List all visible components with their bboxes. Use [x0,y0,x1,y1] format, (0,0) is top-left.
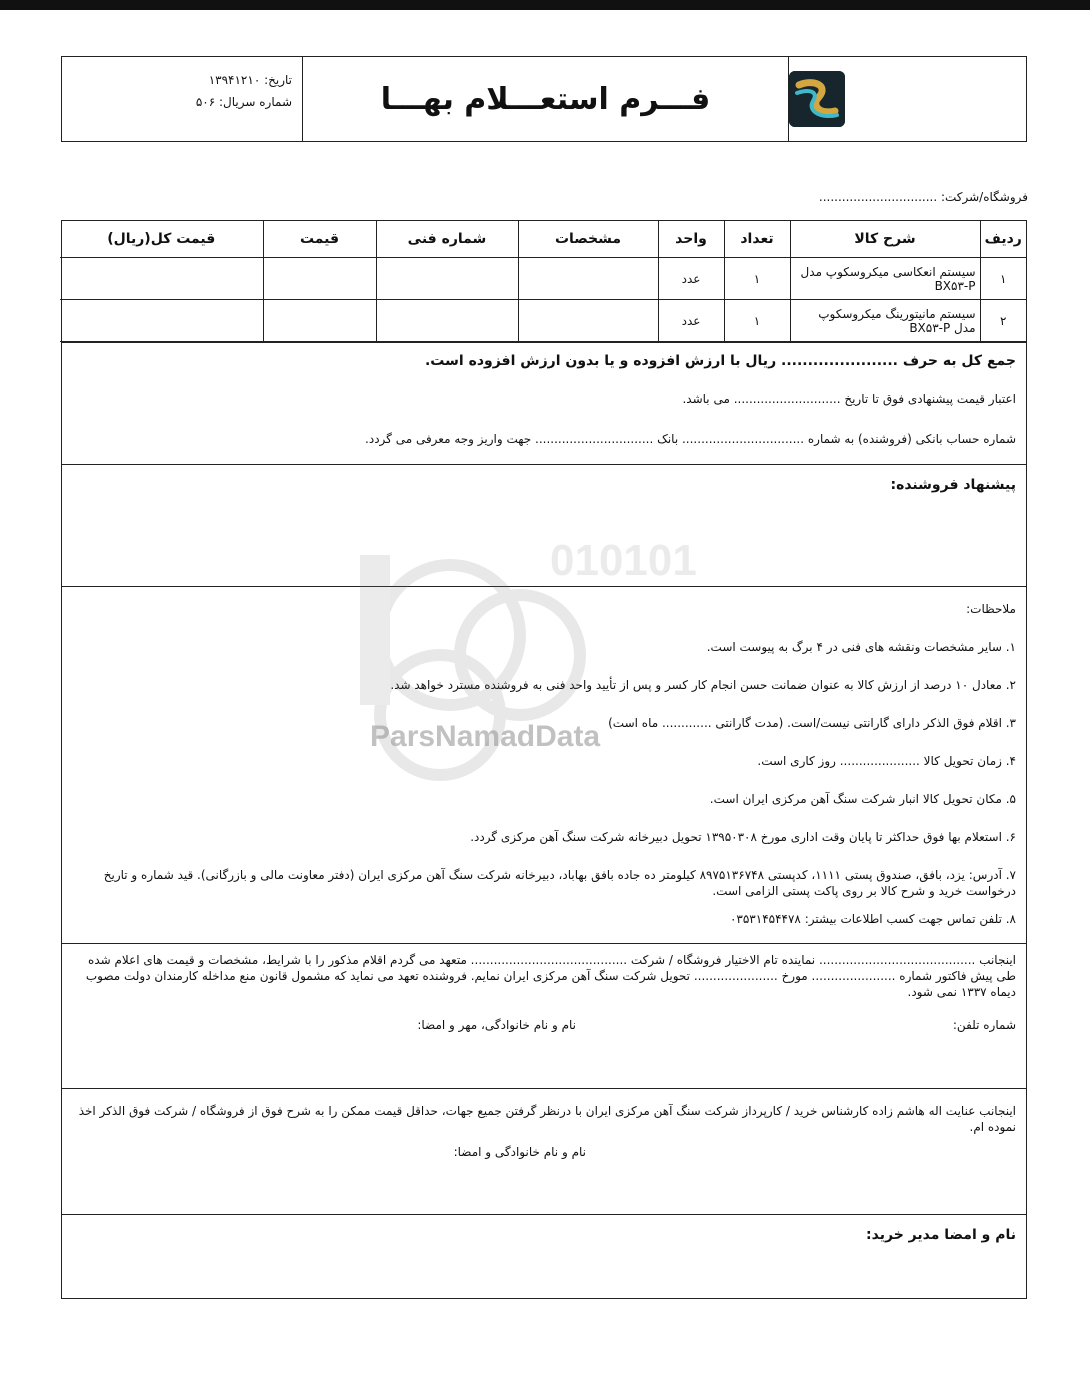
seller-commitment-section [62,943,1026,1088]
note-item: ۷. آدرس: یزد، بافق، صندوق پستی ۱۱۱۱، کدپستی ۸۹۷۵۱۳۶۷۴۸ کیلومتر ده جاده بافق بهاباد، دبیرخانه شرکت سنگ آهن مرکزی ایران (دفتر معاونت مالی و بازرگانی). قید شماره و تاریخ درخواست خرید و شرح کالا بر روی پاکت پستی الزامی است. [103,868,1016,898]
seller-signature-label: نام و نام خانوادگی، مهر و امضا: [417,1018,576,1032]
expert-commitment-text: اینجانب عنایت اله هاشم زاده کارشناس خرید / کارپرداز شرکت سنگ آهن مرکزی ایران با درنظر گرفتن جمیع جهات، حداقل قیمت ممکن را به شرح فوق از فروشگاه / شرکت فوق الذکر اخذ نموده ام. [78,1104,1016,1134]
inquiry-form [61,220,1027,1299]
row-number: ۱ [980,258,1026,300]
row-number: ۲ [980,300,1026,342]
note-item: ۳. اقلام فوق الذکر دارای گارانتی نیست/است. (مدت گارانتی ............. ماه است) [608,716,1016,730]
manager-signature-label: نام و امضا مدیر خرید: [866,1227,1016,1243]
company-logo-icon [789,71,845,127]
seller-commitment-text: اینجانب ......................................... نماینده تام الاختیار فروشگاه / شرکت ......................................... متعهد می گردم اقلام مذکور را با شرایط، مشخصات و قیمت های اعلام شده طی پیش فاکتور شماره ...................... مورخ ...................... تحویل شرکت سنگ آهن مرکزی ایران نمایم. فروشنده تعهد می نماید که مشمول قانون منع مداخله کارمندان دولت مصوب دیماه ۱۳۳۷ نمی شود. [85,953,1016,999]
spec-cell[interactable] [518,258,658,300]
item-unit: عدد [658,300,724,342]
note-item: ۸. تلفن تماس جهت کسب اطلاعات بیشتر: ۰۳۵۳۱۴۵۴۴۷۸ [729,912,1016,926]
item-description: سیستم انعکاسی میکروسکوپ مدل BX۵۳-P [790,258,980,300]
col-header: قیمت کل(ریال) [60,221,263,258]
seller-offer-section [62,464,1026,586]
shop-company-line: فروشگاه/شرکت: ............................... [818,190,1028,204]
notes-title: ملاحظات: [966,602,1016,616]
total-in-words: جمع کل به حرف ...................... ریال با ارزش افزوده و یا بدون ارزش افزوده است. [424,353,1016,369]
total-price-cell[interactable] [60,300,263,342]
top-bar [0,0,1090,10]
table-row [60,300,1026,342]
col-header: ردیف [980,221,1026,258]
total-price-cell[interactable] [60,258,263,300]
col-header: تعداد [724,221,790,258]
item-quantity: ۱ [724,258,790,300]
note-item: ۲. معادل ۱۰ درصد از ارزش کالا به عنوان ضمانت حسن انجام کار کسر و پس از تأیید واحد فنی به فروشنده مسترد خواهد شد. [390,678,1016,692]
price-validity: اعتبار قیمت پیشنهادی فوق تا تاریخ ............................ می باشد. [682,392,1016,406]
col-header: قیمت [263,221,376,258]
note-item: ۱. سایر مشخصات ونقشه های فنی در ۴ برگ به پیوست است. [706,640,1016,654]
manager-section [62,1214,1026,1298]
form-title: فـــرم استعـــلام بهـــا [302,57,788,141]
expert-commitment-section [62,1088,1026,1214]
seller-offer-label: پیشنهاد فروشنده: [890,477,1016,493]
date-label: تاریخ: ۱۳۹۴۱۲۱۰ [208,73,292,87]
logo-cell [788,57,1026,141]
totals-section [62,342,1026,464]
serial-label: شماره سریال: ۵۰۶ [195,95,292,109]
table-row [60,258,1026,300]
price-cell[interactable] [263,258,376,300]
form-header [61,56,1027,142]
items-table [60,221,1026,342]
table-header-row [60,221,1026,258]
col-header: واحد [658,221,724,258]
item-quantity: ۱ [724,300,790,342]
bank-account: شماره حساب بانکی (فروشنده) به شماره ................................ بانک ............................... جهت واریز وجه معرفی می گردد. [365,432,1016,446]
col-header: شرح کالا [790,221,980,258]
col-header: مشخصات [518,221,658,258]
seller-phone-label: شماره تلفن: [952,1018,1016,1032]
expert-signature-label: نام و نام خانوادگی و امضا: [453,1145,586,1159]
part-number-cell[interactable] [376,300,518,342]
part-number-cell[interactable] [376,258,518,300]
item-unit: عدد [658,258,724,300]
watermark-digits: 010101 [550,536,697,585]
col-header: شماره فنی [376,221,518,258]
spec-cell[interactable] [518,300,658,342]
note-item: ۶. استعلام بها فوق حداکثر تا پایان وقت اداری مورخ ۱۳۹۵۰۳۰۸ تحویل دبیرخانه شرکت سنگ آهن مرکزی گردد. [470,830,1016,844]
header-meta [62,57,302,141]
note-item: ۴. زمان تحویل کالا ..................... روز کاری است. [757,754,1016,768]
note-item: ۵. مکان تحویل کالا انبار شرکت سنگ آهن مرکزی ایران است. [709,792,1016,806]
watermark-text: ParsNamadData [370,720,601,753]
notes-section [62,586,1026,943]
item-description: سیستم مانیتورینگ میکروسکوپ مدل BX۵۳-P [790,300,980,342]
price-cell[interactable] [263,300,376,342]
